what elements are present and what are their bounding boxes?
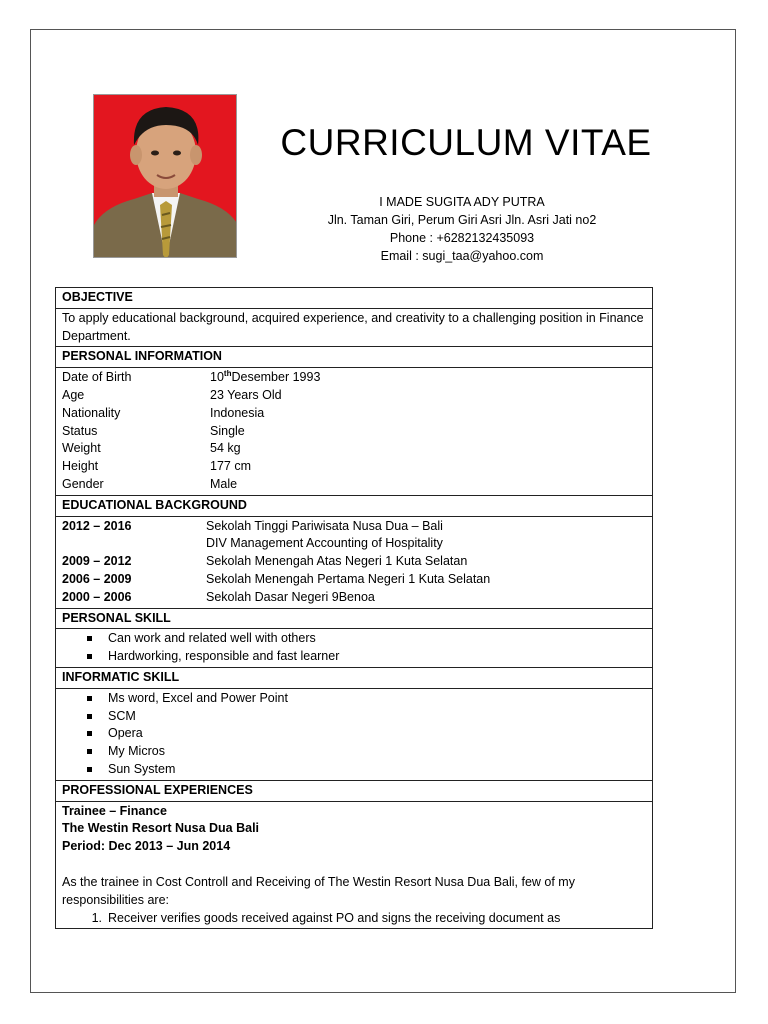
informatic-skill-heading: INFORMATIC SKILL [56,667,653,688]
info-label: Height [62,459,99,474]
education-body [56,516,653,608]
candidate-name: I MADE SUGITA ADY PUTRA [379,195,545,209]
experience-period: Period: Dec 2013 – Jun 2014 [62,839,231,854]
experience-body [56,801,653,929]
person-portrait-icon [94,95,237,258]
document-title: CURRICULUM VITAE [280,122,652,163]
list-item: Sun System [62,761,646,779]
list-item: Hardworking, responsible and fast learner [62,648,646,666]
education-row [62,553,646,571]
experience-position: Trainee – Finance [62,803,167,818]
info-value: 177 cm [210,459,251,474]
info-row-dob [62,369,646,387]
info-label: Age [62,387,85,402]
education-row [62,518,646,536]
list-item: SCM [62,708,646,726]
experience-intro: responsibilities are: [62,892,169,907]
cv-table [55,287,653,929]
personal-skill-heading: PERSONAL SKILL [56,608,653,629]
info-value: 54 kg [210,441,241,456]
info-label: Gender [62,476,104,491]
education-row [62,535,646,553]
education-school: Sekolah Menengah Atas Negeri 1 Kuta Selatan [206,554,468,569]
info-value: 23 Years Old [210,387,282,402]
duty-item: 1. Receiver verifies goods received against PO and signs the receiving document as [91,910,561,925]
info-value: 10thDesember 1993 [210,369,321,385]
personal-info-heading: PERSONAL INFORMATION [56,347,653,368]
info-label: Status [62,423,98,438]
profile-photo [93,94,237,258]
education-school: Sekolah Tinggi Pariwisata Nusa Dua – Bali [206,518,443,533]
personal-info-body [56,368,653,496]
list-item: My Micros [62,743,646,761]
info-row [62,458,646,476]
list-item: Ms word, Excel and Power Point [62,690,646,708]
personal-skill-body [56,629,653,668]
info-row [62,387,646,405]
informatic-skill-body [56,688,653,780]
info-row [62,476,646,494]
info-row [62,440,646,458]
info-label: Date of Birth [62,370,132,385]
candidate-email: Email : sugi_taa@yahoo.com [380,249,544,263]
education-years: 2006 – 2009 [62,571,132,586]
experience-heading: PROFESSIONAL EXPERIENCES [56,780,653,801]
education-years: 2000 – 2006 [62,589,132,604]
info-value: Indonesia [210,405,265,420]
objective-heading: OBJECTIVE [56,288,653,309]
list-item: Can work and related well with others [62,630,646,648]
objective-text: To apply educational background, acquired experience, and creativity to a challenging position in Finance Department. [56,308,653,347]
candidate-phone: Phone : +6282132435093 [389,231,535,245]
info-value: Single [210,423,245,438]
info-row [62,423,646,441]
education-row [62,571,646,589]
info-label: Weight [62,441,101,456]
education-row [62,589,646,607]
contact-block [261,193,663,265]
experience-intro: As the trainee in Cost Controll and Receiving of The Westin Resort Nusa Dua Bali, few of my [62,874,575,889]
experience-company: The Westin Resort Nusa Dua Bali [62,821,260,836]
education-heading: EDUCATIONAL BACKGROUND [56,495,653,516]
education-years: 2012 – 2016 [62,518,132,533]
info-label: Nationality [62,405,121,420]
candidate-address: Jln. Taman Giri, Perum Giri Asri Jln. Asri Jati no2 [327,213,597,227]
list-item: Opera [62,725,646,743]
education-school: Sekolah Dasar Negeri 9Benoa [206,589,375,604]
info-value: Male [210,476,238,491]
education-years: 2009 – 2012 [62,554,132,569]
education-school: DIV Management Accounting of Hospitality [206,536,443,551]
info-row [62,405,646,423]
education-years [62,535,206,553]
education-school: Sekolah Menengah Pertama Negeri 1 Kuta Selatan [206,571,491,586]
